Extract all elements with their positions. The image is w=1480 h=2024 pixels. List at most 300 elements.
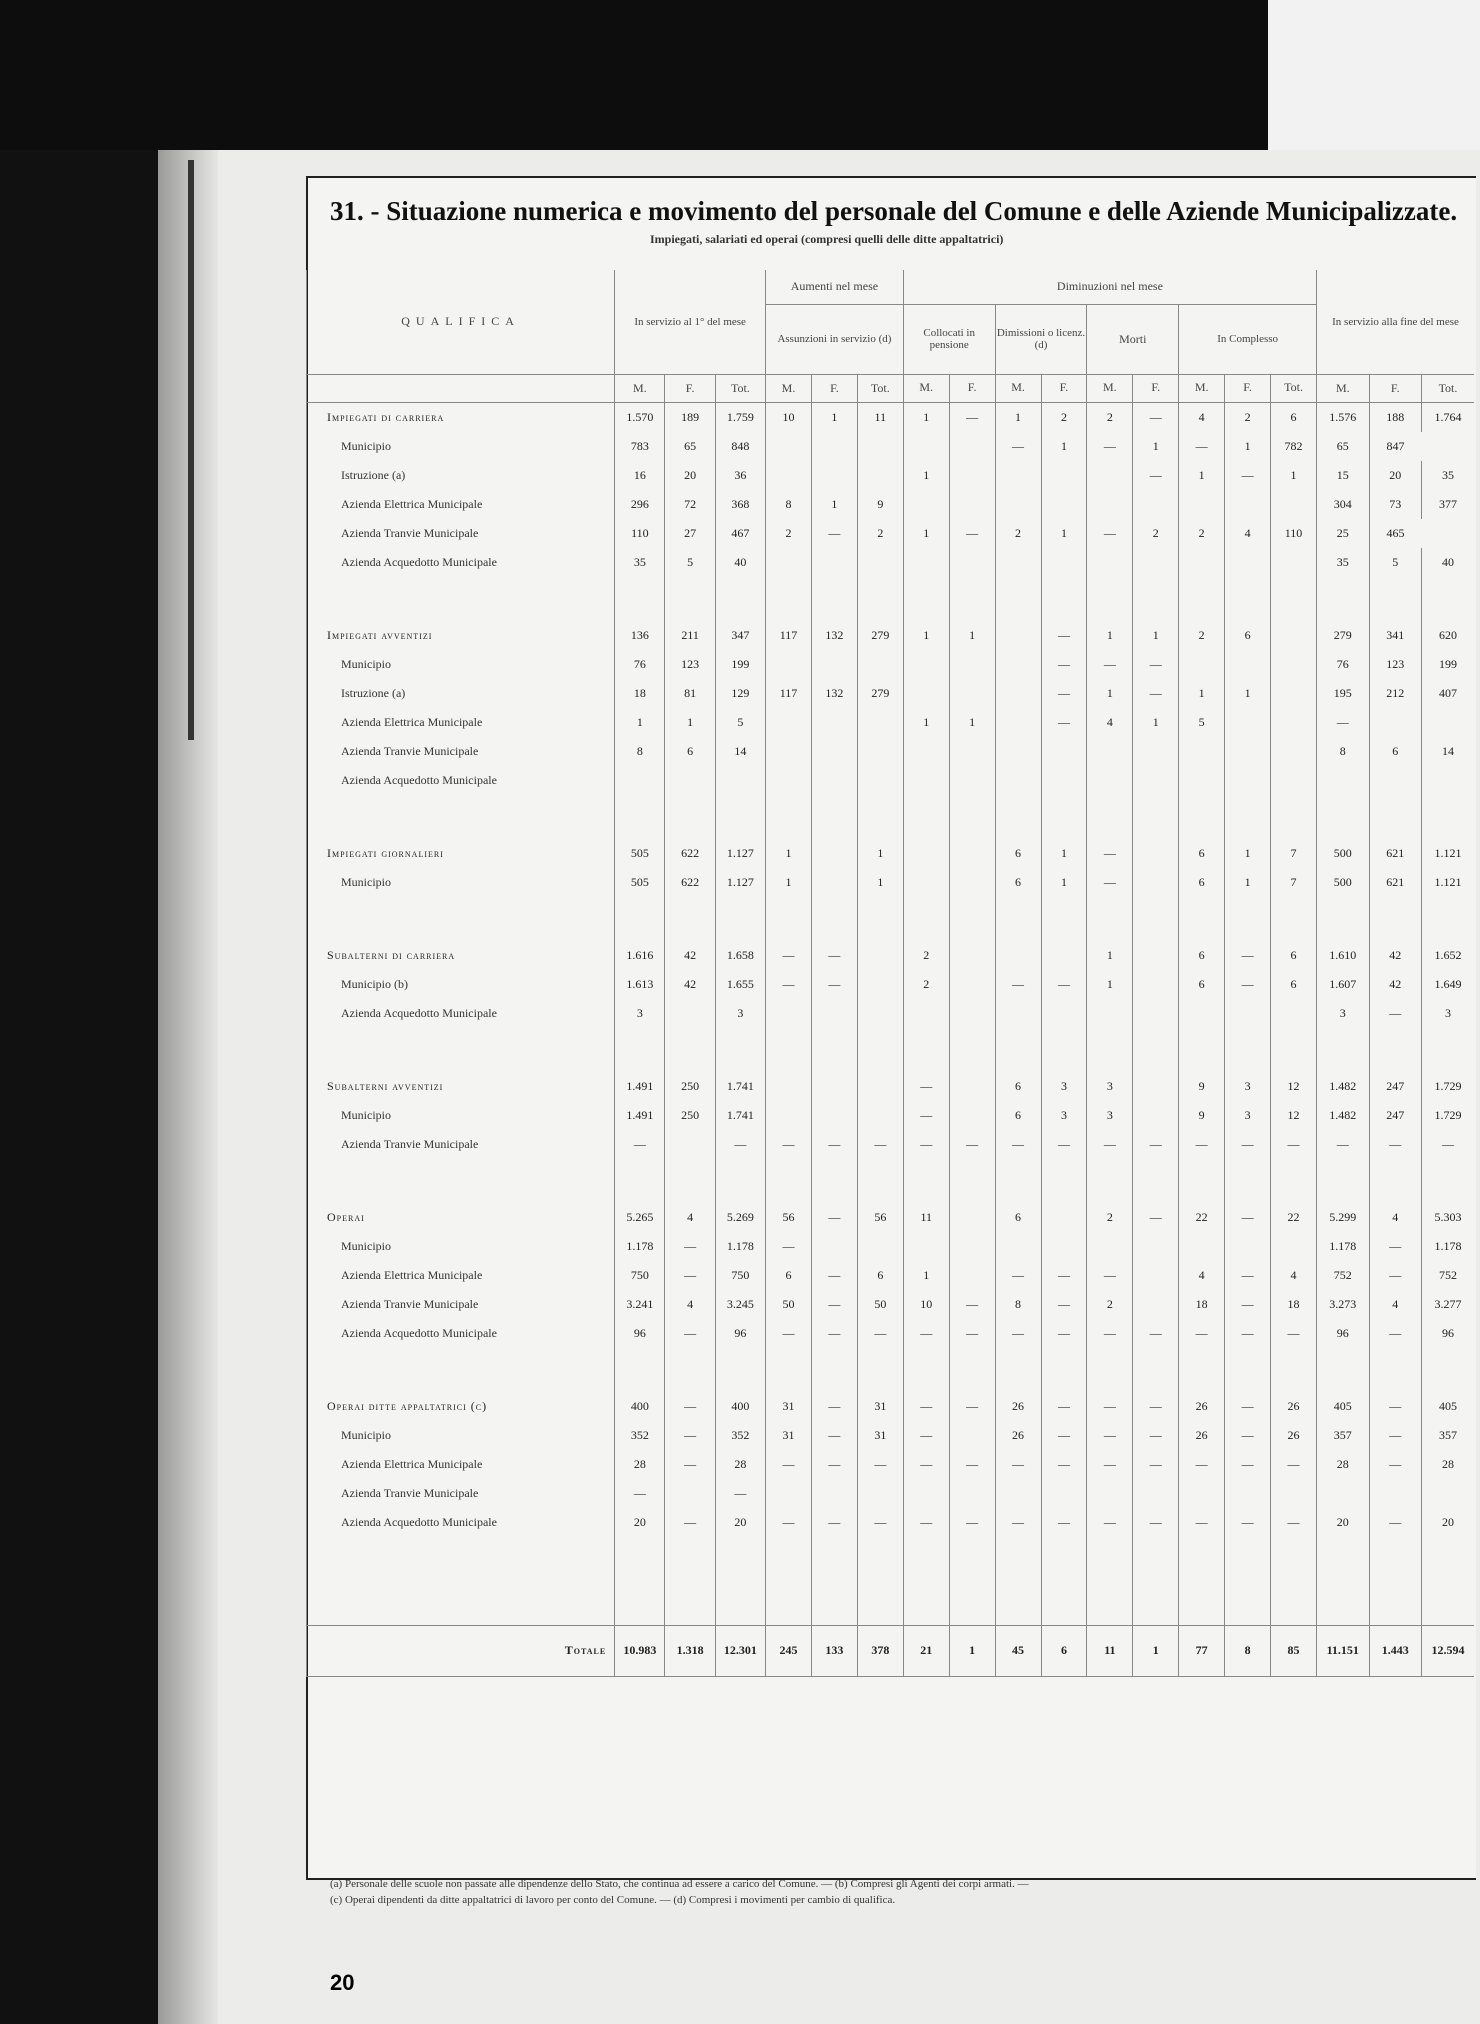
value-cell: 35 bbox=[1421, 461, 1474, 490]
value-cell bbox=[903, 432, 949, 461]
value-cell bbox=[811, 1072, 857, 1101]
group-row bbox=[307, 1072, 1475, 1101]
row-label: Azienda Tranvie Municipale bbox=[307, 1130, 615, 1159]
row-label: Municipio bbox=[307, 432, 615, 461]
value-cell: 6 bbox=[1041, 1625, 1087, 1676]
value-cell bbox=[1133, 766, 1179, 795]
value-cell: 4 bbox=[1369, 1203, 1421, 1232]
value-cell: 77 bbox=[1179, 1625, 1225, 1676]
value-cell: 3 bbox=[1225, 1072, 1271, 1101]
value-cell: 132 bbox=[811, 621, 857, 650]
value-cell: 1 bbox=[1225, 432, 1271, 461]
value-cell: — bbox=[903, 1319, 949, 1348]
value-cell bbox=[995, 490, 1041, 519]
value-cell bbox=[995, 1232, 1041, 1261]
spacer-cell bbox=[615, 1537, 665, 1581]
value-cell: — bbox=[1041, 621, 1087, 650]
value-cell: 1 bbox=[995, 402, 1041, 432]
value-cell bbox=[1041, 1203, 1087, 1232]
value-cell: — bbox=[715, 1130, 765, 1159]
value-cell: 20 bbox=[1369, 461, 1421, 490]
spacer-cell bbox=[1087, 1159, 1133, 1203]
value-cell: 1 bbox=[1225, 868, 1271, 897]
value-cell: 12 bbox=[1271, 1072, 1317, 1101]
header-tot: Tot. bbox=[1421, 374, 1474, 402]
value-cell: 56 bbox=[857, 1203, 903, 1232]
value-cell: 15 bbox=[1317, 461, 1369, 490]
spacer-cell bbox=[1317, 1159, 1369, 1203]
value-cell: — bbox=[949, 1130, 995, 1159]
value-cell bbox=[1271, 766, 1317, 795]
row-label: Municipio bbox=[307, 1101, 615, 1130]
value-cell: — bbox=[1041, 1450, 1087, 1479]
value-cell: 1 bbox=[903, 1261, 949, 1290]
value-cell: 1 bbox=[766, 839, 812, 868]
spacer-cell bbox=[1179, 1028, 1225, 1072]
spacer-cell bbox=[615, 795, 665, 839]
spacer-cell bbox=[1271, 1581, 1317, 1626]
spacer-cell bbox=[1271, 577, 1317, 621]
value-cell: — bbox=[995, 1130, 1041, 1159]
value-cell: 20 bbox=[715, 1508, 765, 1537]
value-cell: 752 bbox=[1317, 1261, 1369, 1290]
value-cell bbox=[1041, 737, 1087, 766]
value-cell bbox=[665, 1479, 715, 1508]
value-cell bbox=[1041, 548, 1087, 577]
spacer-cell bbox=[1225, 1348, 1271, 1392]
value-cell: 1 bbox=[949, 1625, 995, 1676]
spacer-cell bbox=[995, 1159, 1041, 1203]
value-cell: 377 bbox=[1421, 490, 1474, 519]
value-cell: 7 bbox=[1271, 839, 1317, 868]
spacer-cell bbox=[1421, 1581, 1474, 1626]
value-cell: 189 bbox=[665, 402, 715, 432]
spacer-cell bbox=[949, 1028, 995, 1072]
value-cell bbox=[766, 548, 812, 577]
value-cell: 22 bbox=[1271, 1203, 1317, 1232]
value-cell bbox=[1133, 970, 1179, 999]
spacer-cell bbox=[995, 1028, 1041, 1072]
value-cell: — bbox=[1133, 461, 1179, 490]
value-cell: 1.655 bbox=[715, 970, 765, 999]
header-f: F. bbox=[1369, 374, 1421, 402]
value-cell: 1.652 bbox=[1421, 941, 1474, 970]
value-cell bbox=[1421, 708, 1474, 737]
value-cell: 96 bbox=[1317, 1319, 1369, 1348]
value-cell bbox=[1271, 1479, 1317, 1508]
spacer-cell bbox=[1133, 1581, 1179, 1626]
table-row bbox=[307, 737, 1475, 766]
value-cell: 1 bbox=[1133, 1625, 1179, 1676]
value-cell: 1 bbox=[903, 519, 949, 548]
spacer-cell bbox=[307, 1348, 615, 1392]
spacer-cell bbox=[903, 795, 949, 839]
spacer-cell bbox=[615, 1581, 665, 1626]
value-cell: 65 bbox=[665, 432, 715, 461]
value-cell bbox=[1179, 737, 1225, 766]
value-cell: 20 bbox=[1421, 1508, 1474, 1537]
spacer-cell bbox=[1041, 1159, 1087, 1203]
value-cell: — bbox=[1041, 970, 1087, 999]
value-cell: 8 bbox=[1317, 737, 1369, 766]
spacer-cell bbox=[1225, 897, 1271, 941]
value-cell: 1.491 bbox=[615, 1072, 665, 1101]
spacer-cell bbox=[1087, 1348, 1133, 1392]
spacer-cell bbox=[307, 1159, 615, 1203]
spacer-cell bbox=[857, 577, 903, 621]
value-cell bbox=[1179, 1479, 1225, 1508]
value-cell bbox=[1041, 461, 1087, 490]
value-cell bbox=[811, 839, 857, 868]
value-cell bbox=[1317, 1479, 1369, 1508]
value-cell: 407 bbox=[1421, 679, 1474, 708]
value-cell bbox=[857, 650, 903, 679]
value-cell: — bbox=[995, 432, 1041, 461]
value-cell: 247 bbox=[1369, 1072, 1421, 1101]
value-cell: 3 bbox=[1087, 1072, 1133, 1101]
header-qualifica: QUALIFICA bbox=[307, 270, 615, 374]
value-cell: 40 bbox=[1421, 548, 1474, 577]
value-cell: 8 bbox=[615, 737, 665, 766]
value-cell: 28 bbox=[715, 1450, 765, 1479]
value-cell: 65 bbox=[1317, 432, 1369, 461]
value-cell: 3 bbox=[1041, 1072, 1087, 1101]
value-cell: — bbox=[665, 1392, 715, 1421]
value-cell: 56 bbox=[766, 1203, 812, 1232]
value-cell: — bbox=[1421, 1130, 1474, 1159]
value-cell: 279 bbox=[857, 679, 903, 708]
spacer-cell bbox=[1087, 1028, 1133, 1072]
row-label: Istruzione (a) bbox=[307, 679, 615, 708]
header-m: M. bbox=[1087, 374, 1133, 402]
value-cell: 1 bbox=[1179, 461, 1225, 490]
value-cell: 6 bbox=[1225, 621, 1271, 650]
value-cell: 1.121 bbox=[1421, 868, 1474, 897]
value-cell bbox=[811, 1479, 857, 1508]
value-cell: 1.649 bbox=[1421, 970, 1474, 999]
value-cell: 500 bbox=[1317, 868, 1369, 897]
row-label: Subalterni avventizi bbox=[307, 1072, 615, 1101]
value-cell: 1 bbox=[1225, 839, 1271, 868]
value-cell: — bbox=[1041, 1261, 1087, 1290]
table-row bbox=[307, 1261, 1475, 1290]
value-cell: 6 bbox=[1179, 941, 1225, 970]
value-cell: 3.277 bbox=[1421, 1290, 1474, 1319]
spacer-cell bbox=[949, 1581, 995, 1626]
value-cell bbox=[811, 1101, 857, 1130]
value-cell bbox=[1369, 708, 1421, 737]
value-cell: 195 bbox=[1317, 679, 1369, 708]
value-cell bbox=[1225, 490, 1271, 519]
value-cell: 4 bbox=[1087, 708, 1133, 737]
value-cell: 10 bbox=[766, 402, 812, 432]
binding-edge bbox=[188, 160, 194, 740]
value-cell: 4 bbox=[1369, 1290, 1421, 1319]
value-cell: 11 bbox=[857, 402, 903, 432]
value-cell: 1.491 bbox=[615, 1101, 665, 1130]
value-cell: — bbox=[857, 1130, 903, 1159]
value-cell: 621 bbox=[1369, 868, 1421, 897]
value-cell: — bbox=[615, 1130, 665, 1159]
value-cell: 5.299 bbox=[1317, 1203, 1369, 1232]
value-cell: 1 bbox=[1041, 839, 1087, 868]
value-cell: 28 bbox=[615, 1450, 665, 1479]
value-cell: 500 bbox=[1317, 839, 1369, 868]
spacer-cell bbox=[857, 1028, 903, 1072]
value-cell bbox=[857, 708, 903, 737]
header-m: M. bbox=[1317, 374, 1369, 402]
value-cell: 1 bbox=[903, 621, 949, 650]
value-cell: 1.741 bbox=[715, 1072, 765, 1101]
value-cell: — bbox=[1087, 432, 1133, 461]
value-cell: 1.576 bbox=[1317, 402, 1369, 432]
value-cell: 6 bbox=[995, 839, 1041, 868]
spacer-cell bbox=[1087, 1581, 1133, 1626]
value-cell: 211 bbox=[665, 621, 715, 650]
spacer-cell bbox=[1087, 577, 1133, 621]
spacer-cell bbox=[715, 1028, 765, 1072]
value-cell: 2 bbox=[1133, 519, 1179, 548]
value-cell: 2 bbox=[1087, 1203, 1133, 1232]
value-cell: — bbox=[1041, 708, 1087, 737]
value-cell bbox=[766, 999, 812, 1028]
value-cell: 26 bbox=[1271, 1392, 1317, 1421]
spacer-cell bbox=[857, 1537, 903, 1581]
value-cell bbox=[1133, 737, 1179, 766]
header-tot: Tot. bbox=[1271, 374, 1317, 402]
value-cell: — bbox=[1225, 1319, 1271, 1348]
value-cell bbox=[903, 490, 949, 519]
value-cell: 1.482 bbox=[1317, 1101, 1369, 1130]
value-cell: — bbox=[995, 1450, 1041, 1479]
value-cell: — bbox=[811, 1130, 857, 1159]
spacer-cell bbox=[995, 1537, 1041, 1581]
spacer-cell bbox=[1179, 1581, 1225, 1626]
value-cell bbox=[857, 1101, 903, 1130]
value-cell: — bbox=[1317, 1130, 1369, 1159]
value-cell: 378 bbox=[857, 1625, 903, 1676]
value-cell: — bbox=[857, 1508, 903, 1537]
value-cell: 1 bbox=[1041, 519, 1087, 548]
value-cell bbox=[1225, 650, 1271, 679]
value-cell: — bbox=[995, 1508, 1041, 1537]
spacer-cell bbox=[1041, 1028, 1087, 1072]
value-cell: — bbox=[1133, 679, 1179, 708]
header-aumenti: Aumenti nel mese bbox=[766, 270, 904, 304]
value-cell: 42 bbox=[1369, 941, 1421, 970]
row-label: Azienda Acquedotto Municipale bbox=[307, 1508, 615, 1537]
spacer-cell bbox=[307, 795, 615, 839]
spacer-cell bbox=[1317, 1348, 1369, 1392]
spacer-cell bbox=[949, 1537, 995, 1581]
value-cell bbox=[1133, 1479, 1179, 1508]
value-cell: 132 bbox=[811, 679, 857, 708]
value-cell: 4 bbox=[1225, 519, 1271, 548]
scan-background bbox=[0, 0, 1480, 150]
value-cell bbox=[766, 1072, 812, 1101]
table-row bbox=[307, 432, 1475, 461]
value-cell: 123 bbox=[665, 650, 715, 679]
value-cell bbox=[1271, 548, 1317, 577]
value-cell: 1.741 bbox=[715, 1101, 765, 1130]
value-cell: — bbox=[949, 1319, 995, 1348]
scan-corner bbox=[1268, 0, 1480, 150]
value-cell: 9 bbox=[1179, 1072, 1225, 1101]
value-cell bbox=[1133, 1232, 1179, 1261]
value-cell: — bbox=[1317, 708, 1369, 737]
value-cell: — bbox=[857, 1319, 903, 1348]
spacer-cell bbox=[307, 1028, 615, 1072]
spacer-cell bbox=[903, 577, 949, 621]
spacer-cell bbox=[1369, 1348, 1421, 1392]
spacer-cell bbox=[766, 1159, 812, 1203]
spacer-cell bbox=[615, 1028, 665, 1072]
spacer-cell bbox=[766, 1537, 812, 1581]
value-cell: — bbox=[1041, 1392, 1087, 1421]
spacer-cell bbox=[1317, 1581, 1369, 1626]
spacer-cell bbox=[307, 577, 615, 621]
value-cell bbox=[766, 766, 812, 795]
value-cell: — bbox=[665, 1421, 715, 1450]
value-cell: — bbox=[1225, 1261, 1271, 1290]
spacer-cell bbox=[307, 1581, 615, 1626]
value-cell: — bbox=[1369, 1261, 1421, 1290]
value-cell: 1.178 bbox=[1421, 1232, 1474, 1261]
value-cell bbox=[1041, 941, 1087, 970]
spacer-cell bbox=[1421, 897, 1474, 941]
spacer-cell bbox=[1225, 577, 1271, 621]
spacer-cell bbox=[903, 897, 949, 941]
value-cell bbox=[1087, 737, 1133, 766]
value-cell: 848 bbox=[715, 432, 765, 461]
value-cell: 4 bbox=[1271, 1261, 1317, 1290]
value-cell: — bbox=[1087, 1261, 1133, 1290]
value-cell: 22 bbox=[1179, 1203, 1225, 1232]
value-cell: 3.241 bbox=[615, 1290, 665, 1319]
value-cell: 1 bbox=[1087, 970, 1133, 999]
value-cell bbox=[1179, 999, 1225, 1028]
spacer-cell bbox=[1421, 1537, 1474, 1581]
spacer-cell bbox=[1369, 577, 1421, 621]
row-label: Municipio bbox=[307, 1421, 615, 1450]
spacer-cell bbox=[995, 1348, 1041, 1392]
spacer-cell bbox=[903, 1159, 949, 1203]
value-cell: 405 bbox=[1317, 1392, 1369, 1421]
group-row bbox=[307, 402, 1475, 432]
spacer-cell bbox=[949, 577, 995, 621]
value-cell bbox=[857, 766, 903, 795]
spacer-cell bbox=[1271, 1348, 1317, 1392]
value-cell: — bbox=[1179, 1508, 1225, 1537]
value-cell: — bbox=[1369, 1392, 1421, 1421]
spacer-cell bbox=[665, 795, 715, 839]
spacer-cell bbox=[1225, 1581, 1271, 1626]
value-cell: — bbox=[1133, 650, 1179, 679]
value-cell: — bbox=[949, 1450, 995, 1479]
row-label: Operai ditte appaltatrici (c) bbox=[307, 1392, 615, 1421]
value-cell: 5 bbox=[1369, 548, 1421, 577]
spacer-cell bbox=[995, 897, 1041, 941]
value-cell: 1 bbox=[903, 708, 949, 737]
value-cell: 1 bbox=[1133, 432, 1179, 461]
spacer-cell bbox=[1041, 795, 1087, 839]
header-assunzioni: Assunzioni in servizio (d) bbox=[766, 304, 904, 374]
value-cell: 133 bbox=[811, 1625, 857, 1676]
value-cell: 76 bbox=[1317, 650, 1369, 679]
value-cell bbox=[811, 868, 857, 897]
row-label: Impiegati giornalieri bbox=[307, 839, 615, 868]
value-cell: 3 bbox=[615, 999, 665, 1028]
table-row bbox=[307, 1479, 1475, 1508]
value-cell: — bbox=[1225, 941, 1271, 970]
value-cell: — bbox=[1225, 1290, 1271, 1319]
value-cell bbox=[1225, 766, 1271, 795]
spacer-cell bbox=[1041, 1581, 1087, 1626]
value-cell bbox=[1421, 1479, 1474, 1508]
header-morti: Morti bbox=[1087, 304, 1179, 374]
value-cell: 6 bbox=[995, 1101, 1041, 1130]
value-cell: 1.764 bbox=[1421, 402, 1474, 432]
spacer-cell bbox=[1421, 1159, 1474, 1203]
header-f: F. bbox=[1133, 374, 1179, 402]
spacer-cell bbox=[1225, 795, 1271, 839]
value-cell bbox=[1179, 490, 1225, 519]
value-cell: 3 bbox=[1421, 999, 1474, 1028]
value-cell: 199 bbox=[715, 650, 765, 679]
spacer-row bbox=[307, 1028, 1475, 1072]
header-m: M. bbox=[1179, 374, 1225, 402]
value-cell bbox=[615, 766, 665, 795]
value-cell: — bbox=[1133, 1508, 1179, 1537]
spacer-cell bbox=[665, 1581, 715, 1626]
row-label: Azienda Tranvie Municipale bbox=[307, 519, 615, 548]
spacer-cell bbox=[615, 1159, 665, 1203]
value-cell: 12 bbox=[1271, 1101, 1317, 1130]
value-cell bbox=[995, 650, 1041, 679]
header-tot: Tot. bbox=[857, 374, 903, 402]
value-cell: 1 bbox=[1133, 621, 1179, 650]
spacer-cell bbox=[1087, 897, 1133, 941]
group-row bbox=[307, 941, 1475, 970]
value-cell: 20 bbox=[1317, 1508, 1369, 1537]
value-cell: 3 bbox=[1087, 1101, 1133, 1130]
value-cell: — bbox=[1369, 1450, 1421, 1479]
value-cell: 40 bbox=[715, 548, 765, 577]
spacer-cell bbox=[766, 1028, 812, 1072]
value-cell: 45 bbox=[995, 1625, 1041, 1676]
page-number: 20 bbox=[330, 1970, 355, 1995]
value-cell bbox=[1133, 839, 1179, 868]
value-cell: — bbox=[1225, 1392, 1271, 1421]
value-cell: 352 bbox=[615, 1421, 665, 1450]
value-cell: 2 bbox=[766, 519, 812, 548]
value-cell bbox=[857, 461, 903, 490]
value-cell bbox=[1225, 708, 1271, 737]
value-cell: 35 bbox=[615, 548, 665, 577]
value-cell: 5.265 bbox=[615, 1203, 665, 1232]
value-cell: — bbox=[949, 402, 995, 432]
value-cell bbox=[995, 766, 1041, 795]
value-cell bbox=[766, 461, 812, 490]
spacer-cell bbox=[1133, 897, 1179, 941]
table-row bbox=[307, 766, 1475, 795]
value-cell: 42 bbox=[1369, 970, 1421, 999]
value-cell: 3.273 bbox=[1317, 1290, 1369, 1319]
value-cell: 5 bbox=[1179, 708, 1225, 737]
value-cell: — bbox=[766, 1319, 812, 1348]
value-cell: — bbox=[766, 1232, 812, 1261]
value-cell bbox=[949, 1479, 995, 1508]
